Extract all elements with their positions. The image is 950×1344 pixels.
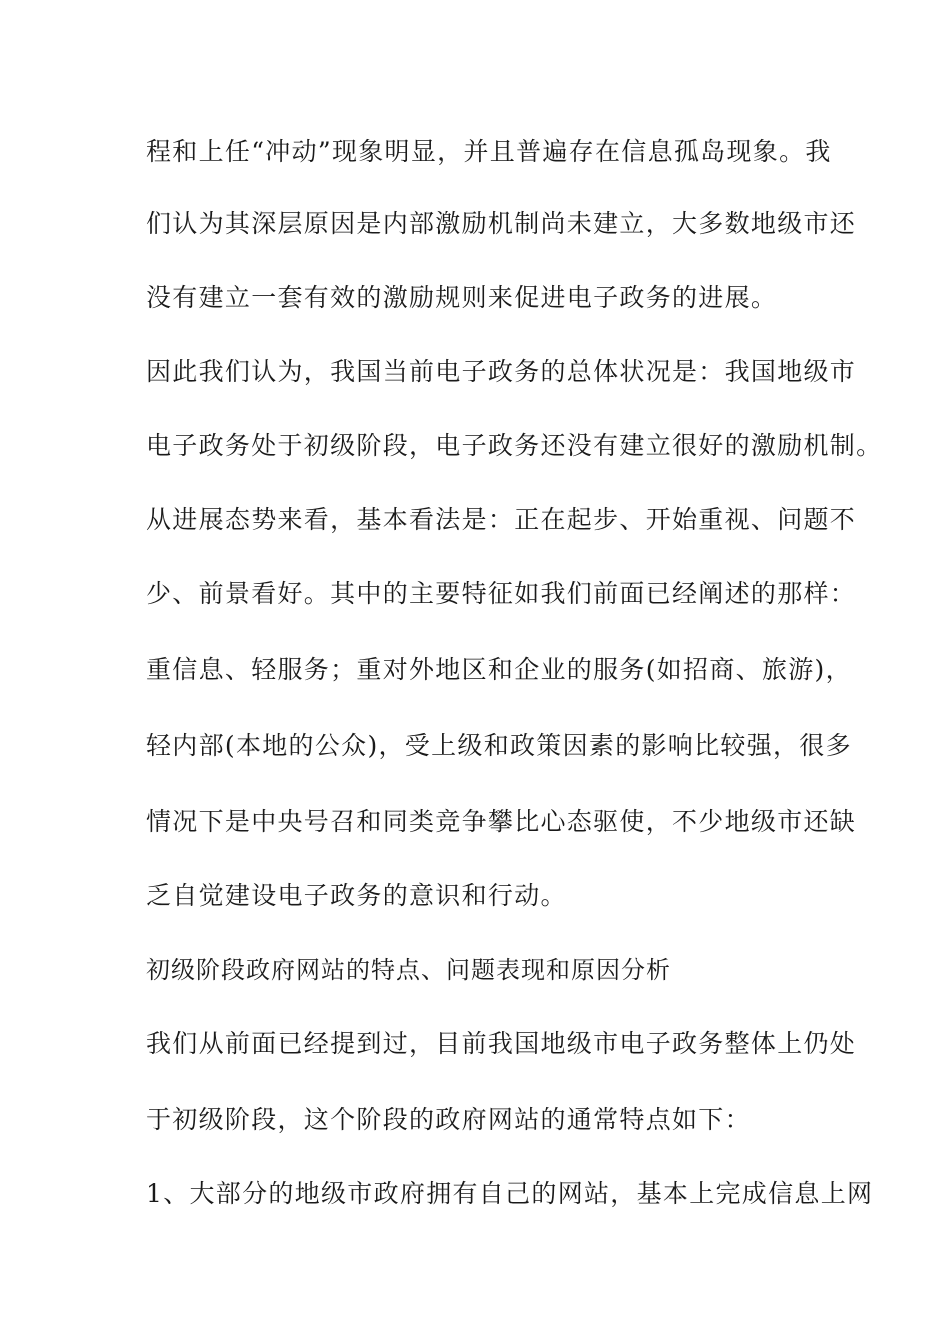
body-text-line: 电子政务处于初级阶段，电子政务还没有建立很好的激励机制。: [146, 431, 883, 460]
body-text-line: 因此我们认为，我国当前电子政务的总体状况是：我国地级市: [146, 357, 857, 386]
body-text-line: 于初级阶段，这个阶段的政府网站的通常特点如下：: [146, 1105, 751, 1134]
body-text-line: 我们从前面已经提到过，目前我国地级市电子政务整体上仍处: [146, 1029, 857, 1058]
body-text-line: 从进展态势来看，基本看法是：正在起步、开始重视、问题不: [146, 505, 857, 534]
section-heading: 初级阶段政府网站的特点、问题表现和原因分析: [146, 956, 671, 984]
body-text-line: 乏自觉建设电子政务的意识和行动。: [146, 881, 567, 910]
body-text-line: 轻内部(本地的公众)，受上级和政策因素的影响比较强，很多: [146, 731, 852, 760]
body-text-line: 少、前景看好。其中的主要特征如我们前面已经阐述的那样：: [146, 579, 857, 608]
body-text-line: 程和上任“冲动”现象明显，并且普遍存在信息孤岛现象。我: [146, 137, 832, 166]
body-text-line: 们认为其深层原因是内部激励机制尚未建立，大多数地级市还: [146, 209, 857, 238]
body-text-line: 没有建立一套有效的激励规则来促进电子政务的进展。: [146, 283, 778, 312]
body-text-line: 1、大部分的地级市政府拥有自己的网站，基本上完成信息上网: [146, 1179, 874, 1208]
body-text-line: 重信息、轻服务；重对外地区和企业的服务(如招商、旅游)，: [146, 655, 852, 684]
body-text-line: 情况下是中央号召和同类竞争攀比心态驱使，不少地级市还缺: [146, 807, 857, 836]
